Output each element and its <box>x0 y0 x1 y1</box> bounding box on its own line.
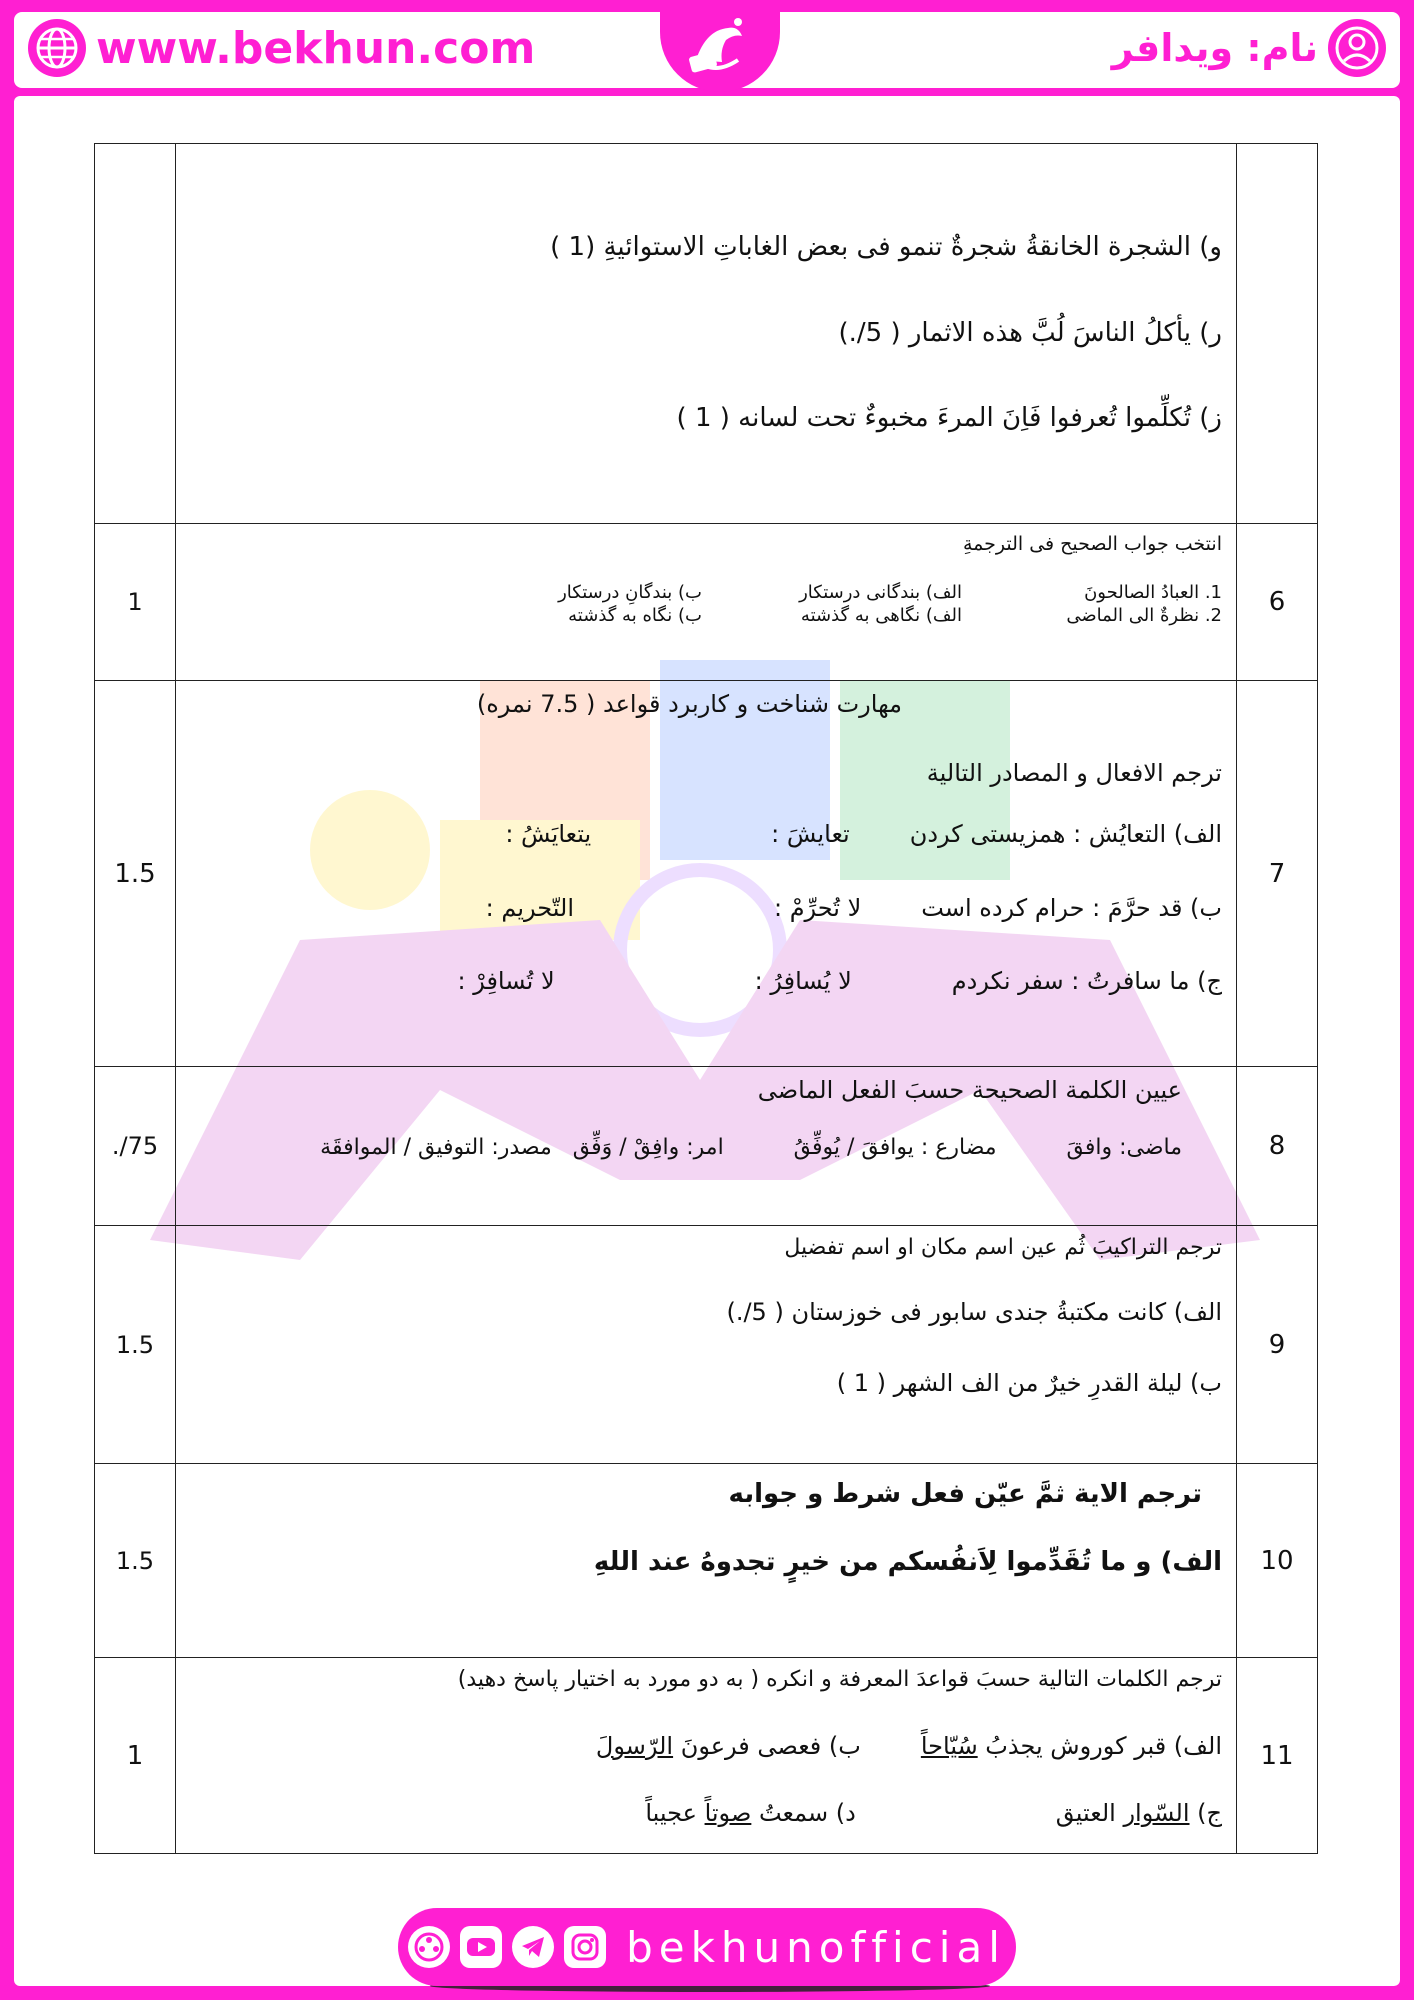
score-cell: 1.5 <box>95 681 176 1067</box>
social-handle[interactable]: bekhunofficial <box>626 1922 1006 1972</box>
option-item: 2. نظرةٌ الی الماضی <box>1066 605 1222 627</box>
question-body <box>176 524 1237 681</box>
verb-row <box>190 819 1222 850</box>
exam-table <box>94 143 1318 1854</box>
film-reel-icon[interactable] <box>408 1926 450 1968</box>
website-text: www.bekhun.com <box>96 22 536 74</box>
row-number: 11 <box>1237 1658 1318 1854</box>
score-cell: 75/. <box>95 1067 176 1226</box>
instagram-icon[interactable] <box>564 1926 606 1968</box>
question-instruction: انتخب جواب الصحیح فی الترجمةِ <box>962 533 1222 555</box>
table-row <box>95 681 1318 1067</box>
row-number: 8 <box>1237 1067 1318 1226</box>
question-instruction: عیین الکلمة الصحیحة حسبَ الفعل الماضی <box>757 1076 1182 1104</box>
question-body <box>176 681 1237 1067</box>
question-line: الف) کانت مکتبةُ جندی سابور فی خوزستان ( 5/.) <box>726 1297 1222 1326</box>
option-item: 1. العبادُ الصالحونَ <box>1084 581 1222 603</box>
verb-item: لا یُسافِرُ : <box>754 966 852 995</box>
table-row <box>95 1658 1318 1854</box>
verb-item: الف) التعایُش : همزیستی کردن <box>909 820 1222 849</box>
word-row <box>190 1798 1222 1829</box>
globe-icon <box>28 19 86 77</box>
word-row <box>190 1731 1222 1762</box>
word-item <box>596 1731 861 1762</box>
question-line: الف) و ما تُقَدِّموا لِاَنفُسکم من خیرٍ تجدوهُ عند اللهِ <box>593 1546 1222 1577</box>
question-body <box>176 1226 1237 1464</box>
section-title: مهارت شناخت و کاربرد قواعد ( 7.5 نمره) <box>476 690 902 718</box>
table-row <box>95 1464 1318 1658</box>
score-cell: 1.5 <box>95 1226 176 1464</box>
underlined-word: صوتاً <box>704 1798 752 1827</box>
user-icon <box>1328 19 1386 77</box>
question-line: ب) لیلة القدرِ خیرٌ من الف الشهر ( 1 ) <box>836 1368 1222 1397</box>
bekhun-logo-icon <box>676 10 764 82</box>
word-prefix: ب) فعصی فرعونَ <box>673 1731 861 1760</box>
verb-item: ج) ما سافرتُ : سفر نکردم <box>951 966 1222 995</box>
row-number: 10 <box>1237 1464 1318 1658</box>
option-b: ب) نگاه به گذشته <box>568 605 702 627</box>
score-cell: 1.5 <box>95 1464 176 1658</box>
word-item <box>1056 1798 1222 1829</box>
score-cell: 1 <box>95 1658 176 1854</box>
word-prefix: الف) قبر کوروش یجذبُ <box>977 1731 1222 1760</box>
question-instruction: ترجم التراکیبَ ثُم عین اسم مکان او اسم تفضیل <box>784 1235 1222 1260</box>
word-prefix: د) سمعتُ <box>751 1798 856 1827</box>
word-item <box>645 1798 855 1829</box>
table-row <box>95 144 1318 524</box>
question-instruction: ترجم الافعال و المصادر التالیة <box>926 759 1222 788</box>
question-line: ز) تُکلِّموا تُعرفوا فَاِنَ المرءَ مخبوءٌ تحت لسانه ( 1 ) <box>676 403 1222 434</box>
website-link[interactable] <box>28 18 535 78</box>
question-instruction: ترجم الایة ثمَّ عیّن فعل شرط و جوابه <box>728 1479 1202 1509</box>
row-number <box>1237 144 1318 524</box>
option-a: الف) نگاهی به گذشته <box>800 605 962 627</box>
word-item <box>921 1731 1222 1762</box>
youtube-icon[interactable] <box>460 1926 502 1968</box>
option-b: ب) بندگانِ درستکار <box>558 581 702 603</box>
question-line: ر) یأکلُ الناسَ لُبَّ هذه الاثمار ( 5/.) <box>838 317 1222 348</box>
score-cell <box>95 144 176 524</box>
verb-row <box>190 966 1222 997</box>
verb-item: لا تُحرِّمْ : <box>773 893 862 922</box>
row-number: 6 <box>1237 524 1318 681</box>
question-body <box>176 1464 1237 1658</box>
social-footer <box>398 1908 1016 1986</box>
word-prefix: ج) <box>1189 1798 1222 1827</box>
option-a: الف) بندگانی درستکار <box>799 581 962 603</box>
verb-item: یتعایَشُ : <box>505 820 592 849</box>
verb-item: ب) قد حرَّمَ : حرام کرده است <box>921 893 1222 922</box>
score-cell: 1 <box>95 524 176 681</box>
question-body <box>176 144 1237 524</box>
row-number: 7 <box>1237 681 1318 1067</box>
table-row <box>95 1226 1318 1464</box>
question-instruction: ترجم الکلمات التالیة حسبَ قواعدَ المعرفة و انکره ( به دو مورد به اختیار پاسخ دهید) <box>457 1667 1222 1692</box>
verb-forms: ماضی: وافقَ مضارع : یوافقَ / یُوفِّقُ امر: وافِقْ / وَفِّق مصدر: التوفیق / الموافقَة <box>320 1135 1182 1161</box>
underlined-word: سُیّاحاً <box>920 1731 978 1760</box>
verb-item: تعایشَ : <box>771 820 850 849</box>
question-body <box>176 1067 1237 1226</box>
options-grid <box>190 581 1222 628</box>
question-line: و) الشجرة الخانقةُ شجرةٌ تنمو فی بعض الغاباتِ الاستوائیةِ (1 ) <box>550 231 1222 262</box>
question-body <box>176 1658 1237 1854</box>
student-name <box>1112 18 1386 78</box>
row-number: 9 <box>1237 1226 1318 1464</box>
underlined-word: السّوار <box>1123 1798 1190 1827</box>
verb-item: لا تُسافِرْ : <box>457 966 555 995</box>
verb-item: التّحریم : <box>485 893 574 922</box>
word-suffix: العتیق <box>1055 1798 1124 1827</box>
table-row <box>95 1067 1318 1226</box>
telegram-icon[interactable] <box>512 1926 554 1968</box>
underlined-word: الرّسولَ <box>595 1731 674 1760</box>
table-row <box>95 524 1318 681</box>
word-suffix: عجیباً <box>645 1798 705 1827</box>
name-label: نام: ویدافر <box>1111 26 1318 70</box>
verb-row <box>190 893 1222 924</box>
